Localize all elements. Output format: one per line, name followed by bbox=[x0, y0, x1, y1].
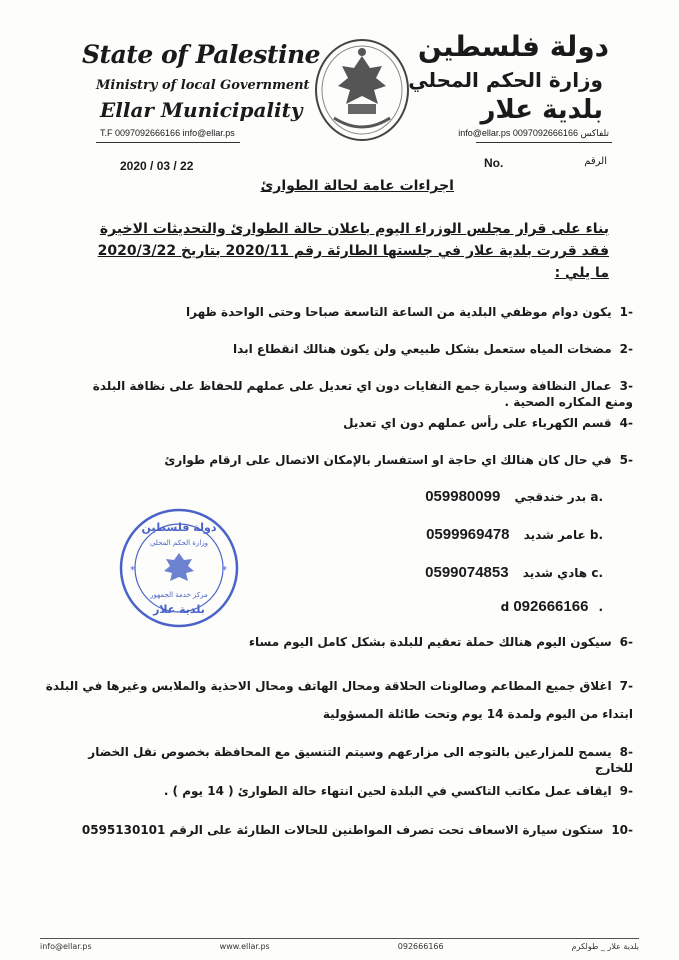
intro-text: بناء على قرار مجلس الوزراء اليوم باعلان حالة الطوارئ والتحديثات الاخيرة فقد قررت بلدية علار في جلستها الطارئة رقم 2020/11 بتاريخ 2020/3/22 ما يلي : bbox=[97, 221, 609, 281]
page-footer bbox=[40, 942, 639, 951]
stamp-star-right: * bbox=[222, 565, 227, 576]
list-item bbox=[33, 672, 633, 728]
footer-rule bbox=[40, 938, 639, 939]
footer-email: info@ellar.ps bbox=[40, 942, 92, 951]
header-rule-right bbox=[476, 142, 612, 143]
footer-address: بلدية علار _ طولكرم bbox=[571, 942, 639, 951]
contact-letter: .c bbox=[591, 566, 603, 580]
item-text: سيكون اليوم هنالك حملة تعقيم للبلدة بشكل كامل اليوم مساء bbox=[248, 635, 612, 649]
item-number: -8 bbox=[619, 745, 633, 759]
header-ar-municipality: بلدية علار bbox=[480, 95, 603, 125]
item-number: -10 bbox=[611, 823, 633, 837]
stamp-line3: مركز خدمة الجمهور bbox=[150, 591, 208, 599]
contact-phone: 0599969478 bbox=[426, 526, 510, 543]
list-item bbox=[73, 634, 633, 650]
contact-row bbox=[501, 598, 603, 615]
list-item bbox=[73, 415, 633, 431]
list-item bbox=[53, 822, 633, 838]
header-en-title: State of Palestine bbox=[82, 40, 321, 69]
item-number: -6 bbox=[619, 635, 633, 649]
item-text: اغلاق جميع المطاعم وصالونات الحلاقة ومحال الهاتف ومحال الاحذية والملابس وغيرها في البلدة ابتداء من اليوم ولمدة 14 يوم وتحت طائلة المسؤولية bbox=[45, 679, 633, 721]
document-number-label: No. bbox=[484, 156, 504, 170]
item-number: -7 bbox=[619, 679, 633, 693]
contact-letter: .b bbox=[589, 528, 603, 542]
item-number: -4 bbox=[619, 416, 633, 430]
footer-phone: 092666166 bbox=[397, 942, 444, 951]
item-text: ايقاف عمل مكاتب التاكسي في البلدة لحين انتهاء حالة الطوارئ ( 14 يوم ) . bbox=[163, 784, 612, 798]
item-number: -2 bbox=[619, 342, 633, 356]
list-item bbox=[73, 452, 633, 468]
document-ref-label: الرقم bbox=[584, 156, 607, 167]
item-text: عمال النظافة وسيارة جمع النفايات دون اي تعديل على عملهم للحفاظ على نظافة البلدة ومنع المكاره الصحية . bbox=[92, 379, 633, 409]
contact-row bbox=[425, 564, 603, 581]
item-number: -3 bbox=[619, 379, 633, 393]
contact-letter: .a bbox=[590, 490, 603, 504]
list-item bbox=[73, 744, 633, 776]
header-ar-state: دولة فلسطين bbox=[417, 30, 609, 63]
header-ar-ministry: وزارة الحكم المحلي bbox=[408, 68, 603, 92]
contact-row bbox=[425, 488, 603, 505]
contact-phone: 059980099 bbox=[425, 488, 501, 505]
contact-phone: 0599074853 bbox=[425, 564, 509, 581]
footer-website: www.ellar.ps bbox=[219, 942, 270, 951]
stamp-star-left: * bbox=[130, 565, 135, 576]
header-en-contact: T.F 0097092666166 info@ellar.ps bbox=[100, 128, 235, 138]
contact-phone: 092666166 bbox=[513, 598, 589, 615]
list-item bbox=[73, 783, 633, 799]
contact-letter: .d bbox=[500, 600, 603, 614]
list-item bbox=[73, 304, 633, 320]
document-intro bbox=[89, 218, 609, 284]
header-en-municipality: Ellar Municipality bbox=[100, 98, 303, 122]
header-en-ministry: Ministry of local Government bbox=[96, 78, 310, 93]
item-number: -9 bbox=[619, 784, 633, 798]
stamp-line1: دولة فلسطين bbox=[141, 521, 217, 534]
item-text: يكون دوام موظفي البلدية من الساعة التاسعة صباحا وحتى الواحدة ظهرا bbox=[186, 305, 612, 319]
item-text: في حال كان هنالك اي حاجة او استفسار بالإمكان الاتصال على ارقام طوارئ bbox=[164, 453, 612, 467]
stamp-line4: بلدية علار bbox=[153, 603, 205, 616]
document-date: 2020 / 03 / 22 bbox=[120, 159, 194, 173]
emblem-icon bbox=[312, 38, 412, 146]
item-number: -1 bbox=[619, 305, 633, 319]
list-item bbox=[73, 378, 633, 410]
item-text: مضخات المياه ستعمل بشكل طبيعي ولن يكون هنالك انقطاع ابدا bbox=[233, 342, 612, 356]
header-ar-contact: info@ellar.ps 0097092666166 تلفاكس bbox=[458, 128, 609, 138]
item-text: يسمح للمزارعين بالتوجه الى مزارعهم وسيتم التنسيق مع المحافظة بخصوص نقل الخضار للخارج bbox=[88, 745, 633, 775]
document-heading: اجراءات عامة لحالة الطوارئ bbox=[260, 178, 454, 194]
contact-name: هادي شديد bbox=[522, 566, 588, 580]
header-rule-left bbox=[96, 142, 240, 143]
contact-name: بدر خندقجي bbox=[514, 490, 587, 504]
item-text: ستكون سيارة الاسعاف تحت تصرف المواطنين للحالات الطارئة على الرقم 0595130101 bbox=[81, 823, 604, 837]
list-item bbox=[73, 341, 633, 357]
item-text: قسم الكهرباء على رأس عملهم دون اي تعديل bbox=[343, 416, 612, 430]
contact-row bbox=[426, 526, 603, 543]
municipality-stamp bbox=[116, 505, 242, 631]
stamp-line2: وزارة الحكم المحلي bbox=[149, 539, 209, 547]
item-number: -5 bbox=[619, 453, 633, 467]
contact-name: عامر شديد bbox=[523, 528, 586, 542]
